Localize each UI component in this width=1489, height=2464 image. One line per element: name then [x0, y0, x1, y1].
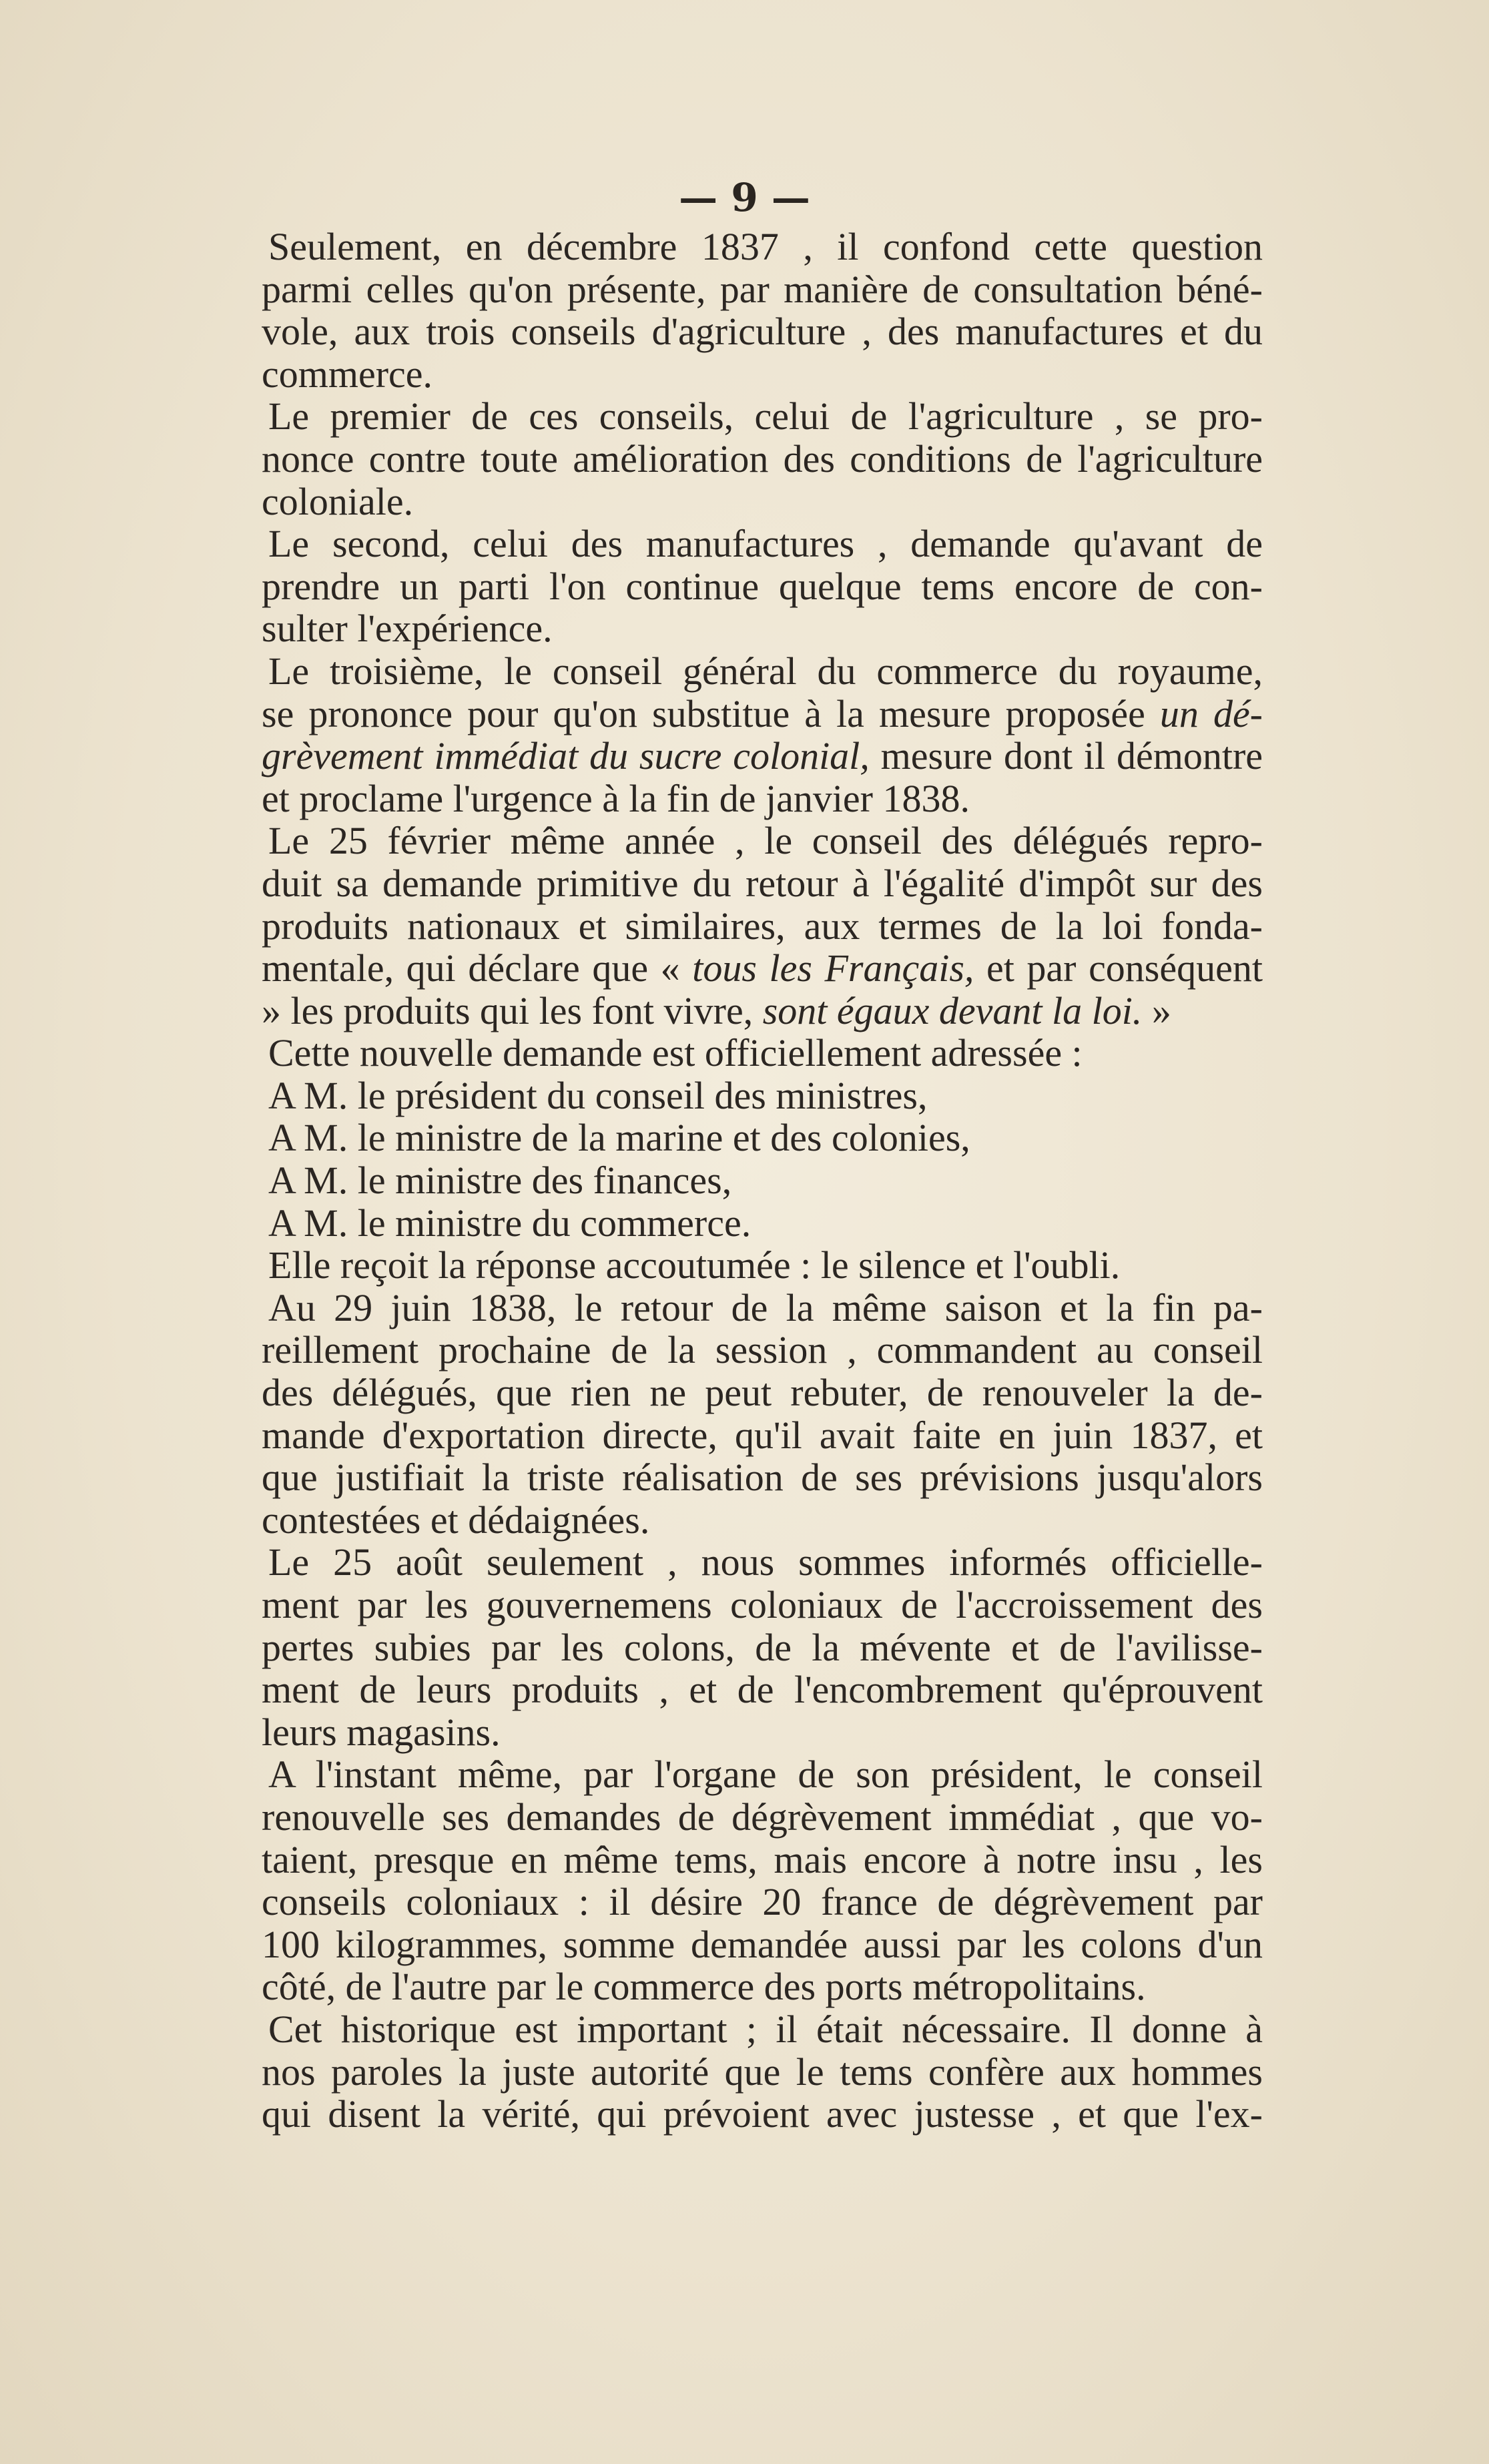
- text-line: [262, 990, 1263, 1032]
- text-segment: se prononce pour qu'on substitue à la mesure proposée: [262, 691, 1160, 735]
- text-line: prendre un parti l'on continue quelque tems encore de con-: [262, 564, 1263, 608]
- text-line: qui disent la vérité, qui prévoient avec justesse , et que l'ex-: [262, 2092, 1263, 2136]
- text-line: pertes subies par les colons, de la mévente et de l'avilisse-: [262, 1625, 1263, 1669]
- text-line: Au 29 juin 1838, le retour de la même saison et la fin pa-: [268, 1285, 1263, 1329]
- text-line: nos paroles la juste autorité que le tems confère aux hommes: [262, 2050, 1263, 2094]
- text-line: parmi celles qu'on présente, par manière de consultation béné-: [262, 267, 1263, 311]
- body-text: [262, 226, 1263, 2136]
- text-line: Le troisième, le conseil général du commerce du royaume,: [268, 649, 1263, 693]
- text-line: Le second, celui des manufactures , demande qu'avant de: [268, 522, 1263, 566]
- text-line: Cet historique est important ; il était nécessaire. Il donne à: [268, 2007, 1263, 2051]
- text-line: Seulement, en décembre 1837 , il confond cette question: [268, 225, 1263, 268]
- text-line: sulter l'expérience.: [262, 607, 553, 651]
- text-line: A M. le ministre du commerce.: [268, 1201, 752, 1245]
- italic-text: un dé-: [1159, 691, 1263, 735]
- text-segment: et par conséquent: [974, 946, 1263, 990]
- text-line: [262, 735, 1263, 778]
- text-line: A M. le ministre des finances,: [268, 1159, 732, 1203]
- italic-text: tous les Français,: [692, 946, 974, 990]
- text-line: côté, de l'autre par le commerce des ports métropolitains.: [262, 1965, 1146, 2009]
- text-line: conseils coloniaux : il désire 20 france de dégrèvement par: [262, 1880, 1263, 1924]
- text-line: produits nationaux et similaires, aux termes de la loi fonda-: [262, 904, 1263, 948]
- text-line: leurs magasins.: [262, 1710, 501, 1754]
- page-number: — 9 —: [679, 175, 810, 220]
- text-segment: mentale, qui déclare que «: [262, 946, 693, 990]
- text-line: A M. le président du conseil des ministres,: [268, 1073, 928, 1117]
- text-line: commerce.: [262, 352, 433, 396]
- text-line: ment par les gouvernemens coloniaux de l'accroissement des: [262, 1583, 1263, 1626]
- text-line: Le 25 février même année , le conseil des délégués repro-: [268, 819, 1263, 863]
- text-line: reillement prochaine de la session , commandent au conseil: [262, 1328, 1263, 1372]
- text-line: ment de leurs produits , et de l'encombrement qu'éprouvent: [262, 1668, 1263, 1712]
- italic-text: grèvement immédiat du sucre colonial,: [262, 734, 870, 778]
- text-line: [262, 693, 1263, 735]
- text-line: duit sa demande primitive du retour à l'égalité d'impôt sur des: [262, 861, 1263, 905]
- text-line: contestées et dédaignées.: [262, 1498, 650, 1542]
- text-line: mande d'exportation directe, qu'il avait faite en juin 1837, et: [262, 1413, 1263, 1457]
- text-line: taient, presque en même tems, mais encore à notre insu , les: [262, 1837, 1263, 1881]
- text-line: que justifiait la triste réalisation de ses prévisions jusqu'alors: [262, 1456, 1263, 1500]
- text-line: Cette nouvelle demande est officiellement adressée :: [268, 1031, 1083, 1075]
- text-line: A l'instant même, par l'organe de son président, le conseil: [268, 1753, 1263, 1797]
- text-line: vole, aux trois conseils d'agriculture , des manufactures et du: [262, 310, 1263, 354]
- text-segment: » les produits qui les font vivre,: [262, 988, 763, 1032]
- text-segment: »: [1142, 988, 1171, 1032]
- text-line: et proclame l'urgence à la fin de janvier 1838.: [262, 776, 970, 820]
- text-line: coloniale.: [262, 479, 414, 523]
- text-line: 100 kilogrammes, somme demandée aussi par les colons d'un: [262, 1922, 1263, 1966]
- text-line: nonce contre toute amélioration des conditions de l'agriculture: [262, 436, 1263, 481]
- text-line: des délégués, que rien ne peut rebuter, de renouveler la de-: [262, 1371, 1263, 1415]
- text-line: renouvelle ses demandes de dégrèvement immédiat , que vo-: [262, 1795, 1263, 1839]
- text-line: Elle reçoit la réponse accoutumée : le silence et l'oubli.: [268, 1243, 1121, 1287]
- text-segment: mesure dont il démontre: [869, 734, 1263, 778]
- text-line: [262, 947, 1263, 990]
- italic-text: sont égaux devant la loi.: [762, 988, 1143, 1032]
- text-line: Le 25 août seulement , nous sommes informés officielle-: [268, 1540, 1263, 1584]
- text-line: A M. le ministre de la marine et des colonies,: [268, 1116, 970, 1160]
- text-line: Le premier de ces conseils, celui de l'agriculture , se pro-: [268, 394, 1263, 438]
